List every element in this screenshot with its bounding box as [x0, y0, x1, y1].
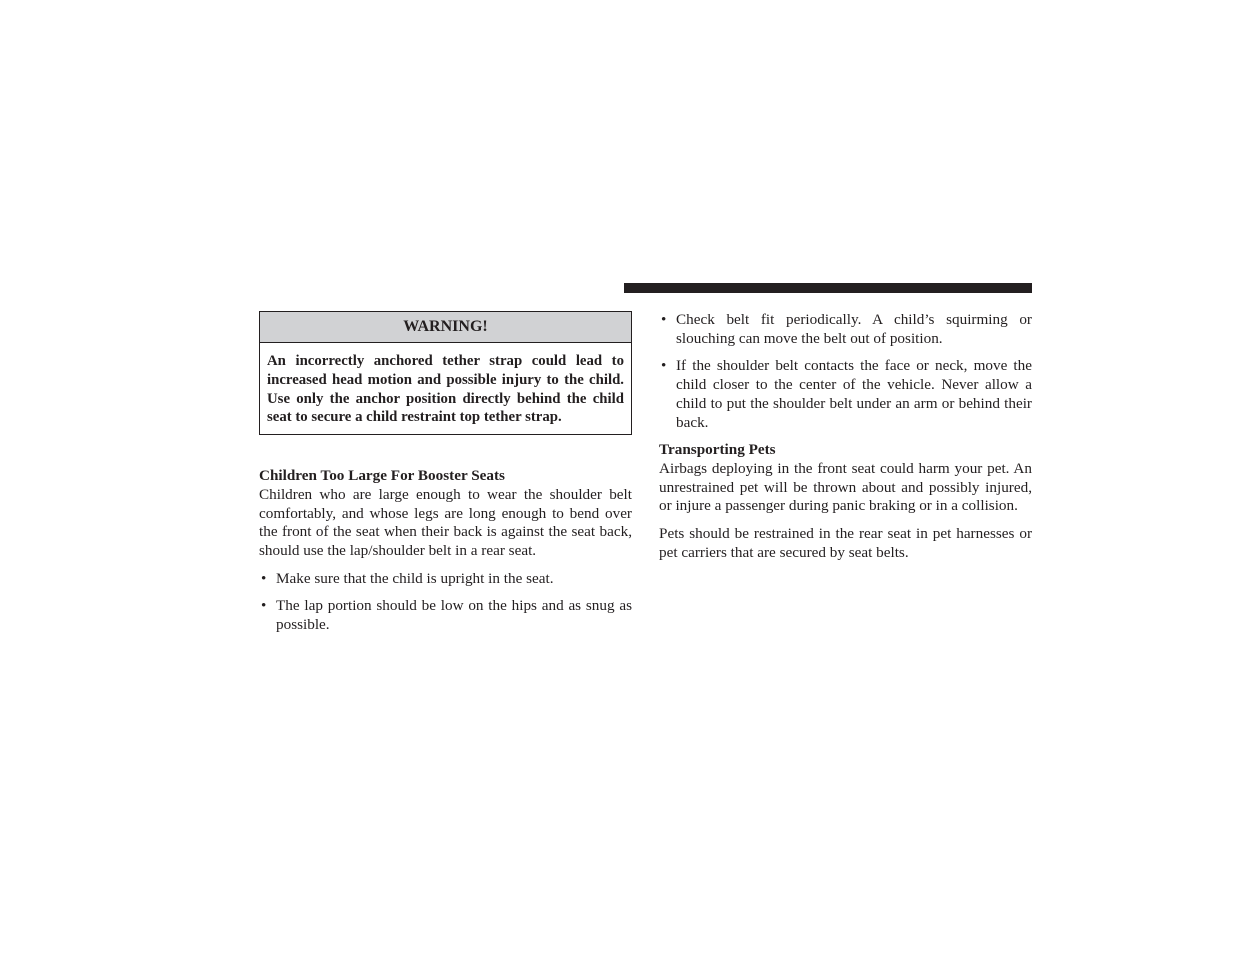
bullet-icon: •: [661, 311, 667, 328]
children-bullet-list-continued: [659, 311, 1032, 432]
children-bullet-list: [259, 570, 632, 635]
list-item: [259, 597, 632, 634]
list-item: [659, 311, 1032, 348]
left-column: [259, 311, 632, 635]
list-item: [259, 570, 632, 589]
section-heading-children: Children Too Large For Booster Seats: [259, 467, 505, 485]
list-item-text: The lap portion should be low on the hips and as snug as possible.: [276, 597, 632, 634]
warning-title: WARNING!: [260, 312, 631, 343]
list-item-text: Make sure that the child is upright in the seat.: [276, 569, 554, 587]
warning-box: [259, 311, 632, 435]
list-item: [659, 357, 1032, 432]
header-rule: [624, 283, 1032, 293]
children-paragraph: Children who are large enough to wear the shoulder belt comfortably, and whose legs are long enough to bend over the front of the seat when their back is against the seat back, should use the lap/shoulder belt in a rear seat.: [259, 485, 632, 559]
pets-paragraph-1: Airbags deploying in the front seat could harm your pet. An unrestrained pet will be thrown about and possibly injured, or injure a passenger during panic braking or in a collision.: [659, 459, 1032, 515]
list-item-text: Check belt fit periodically. A child’s squirming or slouching can move the belt out of position.: [676, 311, 1032, 347]
warning-body: An incorrectly anchored tether strap could lead to increased head motion and possible injury to the child. Use only the anchor position directly behind the child seat to secure a child restraint top tether strap.: [267, 353, 624, 426]
bullet-icon: •: [261, 569, 267, 587]
section-heading-pets: Transporting Pets: [659, 441, 776, 459]
pets-paragraph-2: Pets should be restrained in the rear seat in pet harnesses or pet carriers that are secured by seat belts.: [659, 525, 1032, 561]
bullet-icon: •: [661, 357, 667, 375]
bullet-icon: •: [261, 597, 267, 615]
list-item-text: If the shoulder belt contacts the face or neck, move the child closer to the center of the vehicle. Never allow a child to put the shoulder belt under an arm or behind their back.: [676, 357, 1032, 431]
right-column: [659, 311, 1032, 562]
